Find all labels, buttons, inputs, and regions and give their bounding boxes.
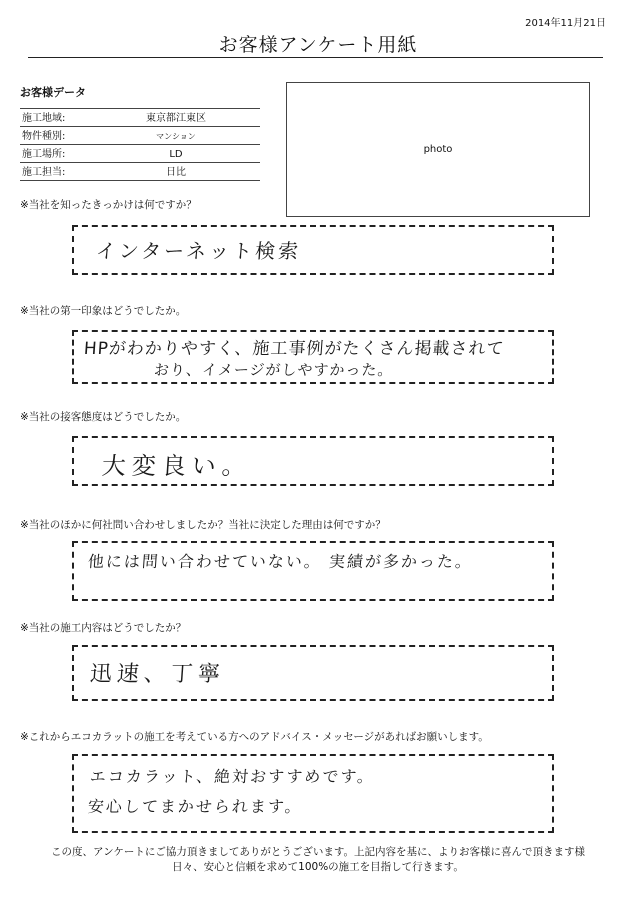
footer-line-1: この度、アンケートにご協力頂きましてありがとうございます。上記内容を基に、よりお客様に喜んで頂きます様 [50,846,586,858]
answer-5-line-1: 迅速、丁寧 [88,662,226,687]
photo-label: photo [423,144,453,155]
answer-6-line-1: エコカラット、絶対おすすめです。 [89,767,376,786]
answer-4-line-1: 他には問い合わせていない。 実績が多かった。 [87,552,474,571]
answer-box-4 [72,541,554,601]
answer-box-2 [72,330,554,384]
answer-box-6 [72,754,554,833]
answer-3-line-1: 大変良い。 [100,452,253,480]
page-title: お客様アンケート用紙 [218,34,418,56]
answer-box-1 [72,225,554,275]
info-value: 東京都江東区 [146,113,206,124]
question-4: ※当社のほかに何社問い合わせしましたか？当社に決定した理由は何ですか？ [20,519,386,531]
info-row-staff [20,163,260,181]
customer-data-table [20,108,260,181]
question-5: ※当社の施工内容はどうでしたか？ [20,622,187,634]
answer-box-3 [72,436,554,486]
answer-6-line-2: 安心してまかせられます。 [87,797,304,816]
info-value: マンション [156,132,196,141]
question-6: ※これからエコカラットの施工を考えている方へのアドバイス・メッセージがあればお願いします。 [20,731,489,743]
survey-date: 2014年11月21日 [525,18,606,29]
answer-2-line-1: HPがわかりやすく、施工事例がたくさん掲載されて [83,339,506,359]
info-value: 日比 [166,167,186,178]
info-value: LD [169,149,183,160]
info-row-location [20,145,260,163]
info-row-property-type [20,127,260,145]
answer-2-line-2: おり、イメージがしやすかった。 [153,361,395,379]
info-key: 施工担当: [22,167,66,178]
question-3: ※当社の接客態度はどうでしたか。 [20,411,187,423]
photo-placeholder [286,82,590,217]
answer-box-5 [72,645,554,701]
info-key: 物件種別: [22,131,66,142]
customer-data-label: お客様データ [20,86,86,99]
footer-line-2: 日々、安心と信頼を求めて100%の施工を目指して行きます。 [172,861,464,873]
info-row-area [20,108,260,127]
question-2: ※当社の第一印象はどうでしたか。 [20,305,187,317]
info-key: 施工場所: [22,149,66,160]
info-key: 施工地域: [22,113,66,124]
title-underline [28,57,603,58]
answer-1-line-1: インターネット検索 [95,239,302,263]
question-1: ※当社を知ったきっかけは何ですか？ [20,199,197,211]
